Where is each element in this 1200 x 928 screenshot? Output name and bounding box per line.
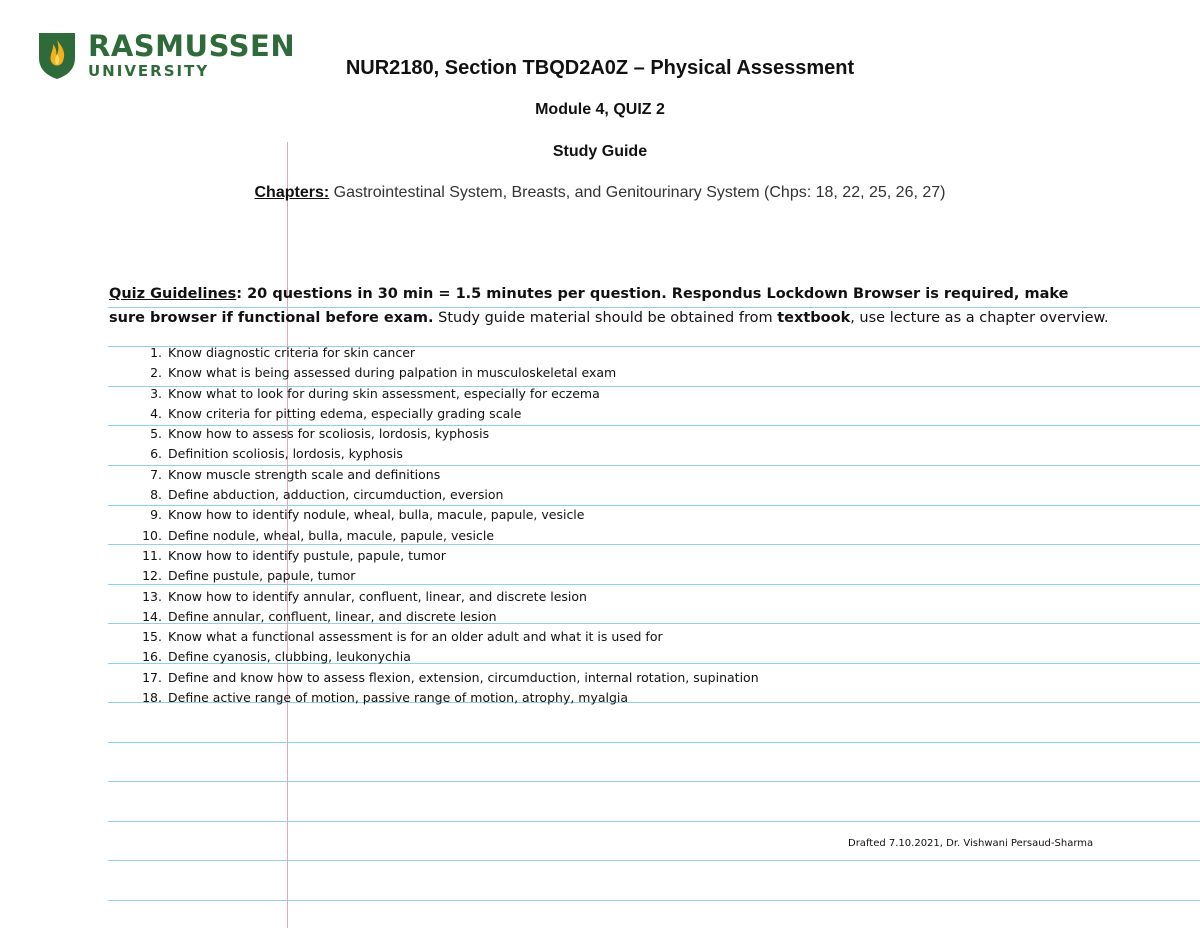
logo-name: RASMUSSEN [88,28,296,63]
guidelines-text: : 20 questions in 30 min = 1.5 minutes per question. Respondus Lockdown Browser is required, make sure browser if functional before exam. [109,286,1069,326]
item-number: 12. [142,568,162,584]
item-text: Know diagnostic criteria for skin cancer [168,345,416,360]
ruled-line [108,821,1200,822]
list-item [130,384,759,404]
item-number: 13. [142,588,162,604]
list-item [130,424,759,444]
item-number: 18. [142,690,162,706]
item-number: 17. [142,669,162,685]
list-item [130,668,759,688]
item-text: Define nodule, wheal, bulla, macule, papule, vesicle [168,527,495,543]
item-text: Define and know how to assess flexion, extension, circumduction, internal rotation, supination [168,669,759,685]
item-text: Know muscle strength scale and definitions [168,466,441,482]
ruled-line [108,781,1200,782]
list-item [130,587,759,607]
list-item [130,566,759,586]
item-text: Know what a functional assessment is for an older adult and what it is used for [168,629,663,645]
guidelines-study-text: Study guide material should be obtained from [433,310,778,326]
item-number: 8. [150,487,162,503]
list-item [130,546,759,566]
item-text: Define cyanosis, clubbing, leukonychia [168,649,411,665]
list-item [130,444,759,464]
list-item [130,607,759,627]
study-items-list [130,343,759,708]
ruled-line [108,860,1200,861]
item-number: 11. [142,547,162,563]
list-item [130,343,759,363]
item-number: 9. [150,507,162,523]
list-item [130,465,759,485]
list-item [130,363,759,383]
item-number: 14. [142,608,162,624]
list-item [130,526,759,546]
ruled-line [108,742,1200,743]
item-number: 10. [142,527,162,543]
item-text: Define annular, confluent, linear, and discrete lesion [168,608,497,624]
item-number: 4. [150,405,162,421]
item-number: 5. [150,426,162,442]
guidelines-lecture-text: , use lecture as a chapter overview. [850,310,1109,326]
item-text: Define abduction, adduction, circumduction, eversion [168,487,504,503]
module-title: Module 4, QUIZ 2 [535,101,665,118]
item-text: Know criteria for pitting edema, especially grading scale [168,405,522,421]
guidelines-textbook: textbook [777,310,851,326]
item-number: 16. [142,649,162,665]
item-number: 1. [150,345,162,360]
quiz-guidelines [109,282,1109,330]
list-item [130,688,759,708]
list-item [130,627,759,647]
course-title: NUR2180, Section TBQD2A0Z – Physical Assessment [345,57,855,79]
study-guide-heading: Study Guide [552,143,648,160]
item-number: 6. [150,446,162,462]
item-text: Know what to look for during skin assessment, especially for eczema [168,385,600,401]
logo-subtitle: UNIVERSITY [88,61,210,80]
item-number: 7. [150,466,162,482]
drafted-note: Drafted 7.10.2021, Dr. Vishwani Persaud-Sharma [848,838,1094,849]
item-text: Definition scoliosis, lordosis, kyphosis [168,446,403,462]
item-text: Know how to identify nodule, wheal, bulla, macule, papule, vesicle [168,507,585,523]
item-text: Define pustule, papule, tumor [168,568,356,584]
list-item [130,505,759,525]
ruled-line [108,900,1200,901]
item-text: Define active range of motion, passive range of motion, atrophy, myalgia [168,690,629,706]
chapters-text: Gastrointestinal System, Breasts, and Genitourinary System (Chps: 18, 22, 25, 26, 27) [329,184,946,201]
item-number: 15. [142,629,162,645]
item-number: 2. [150,365,162,381]
item-text: Know how to identify pustule, papule, tumor [168,547,446,563]
list-item [130,485,759,505]
chapters-label: Chapters: [254,184,330,201]
chapters-line [0,184,1200,202]
item-number: 3. [150,385,162,401]
list-item [130,647,759,667]
item-text: Know how to identify annular, confluent, linear, and discrete lesion [168,588,587,604]
list-item [130,404,759,424]
item-text: Know how to assess for scoliosis, lordosis, kyphosis [168,426,490,442]
item-text: Know what is being assessed during palpation in musculoskeletal exam [168,365,617,381]
guidelines-label: Quiz Guidelines [109,286,237,302]
